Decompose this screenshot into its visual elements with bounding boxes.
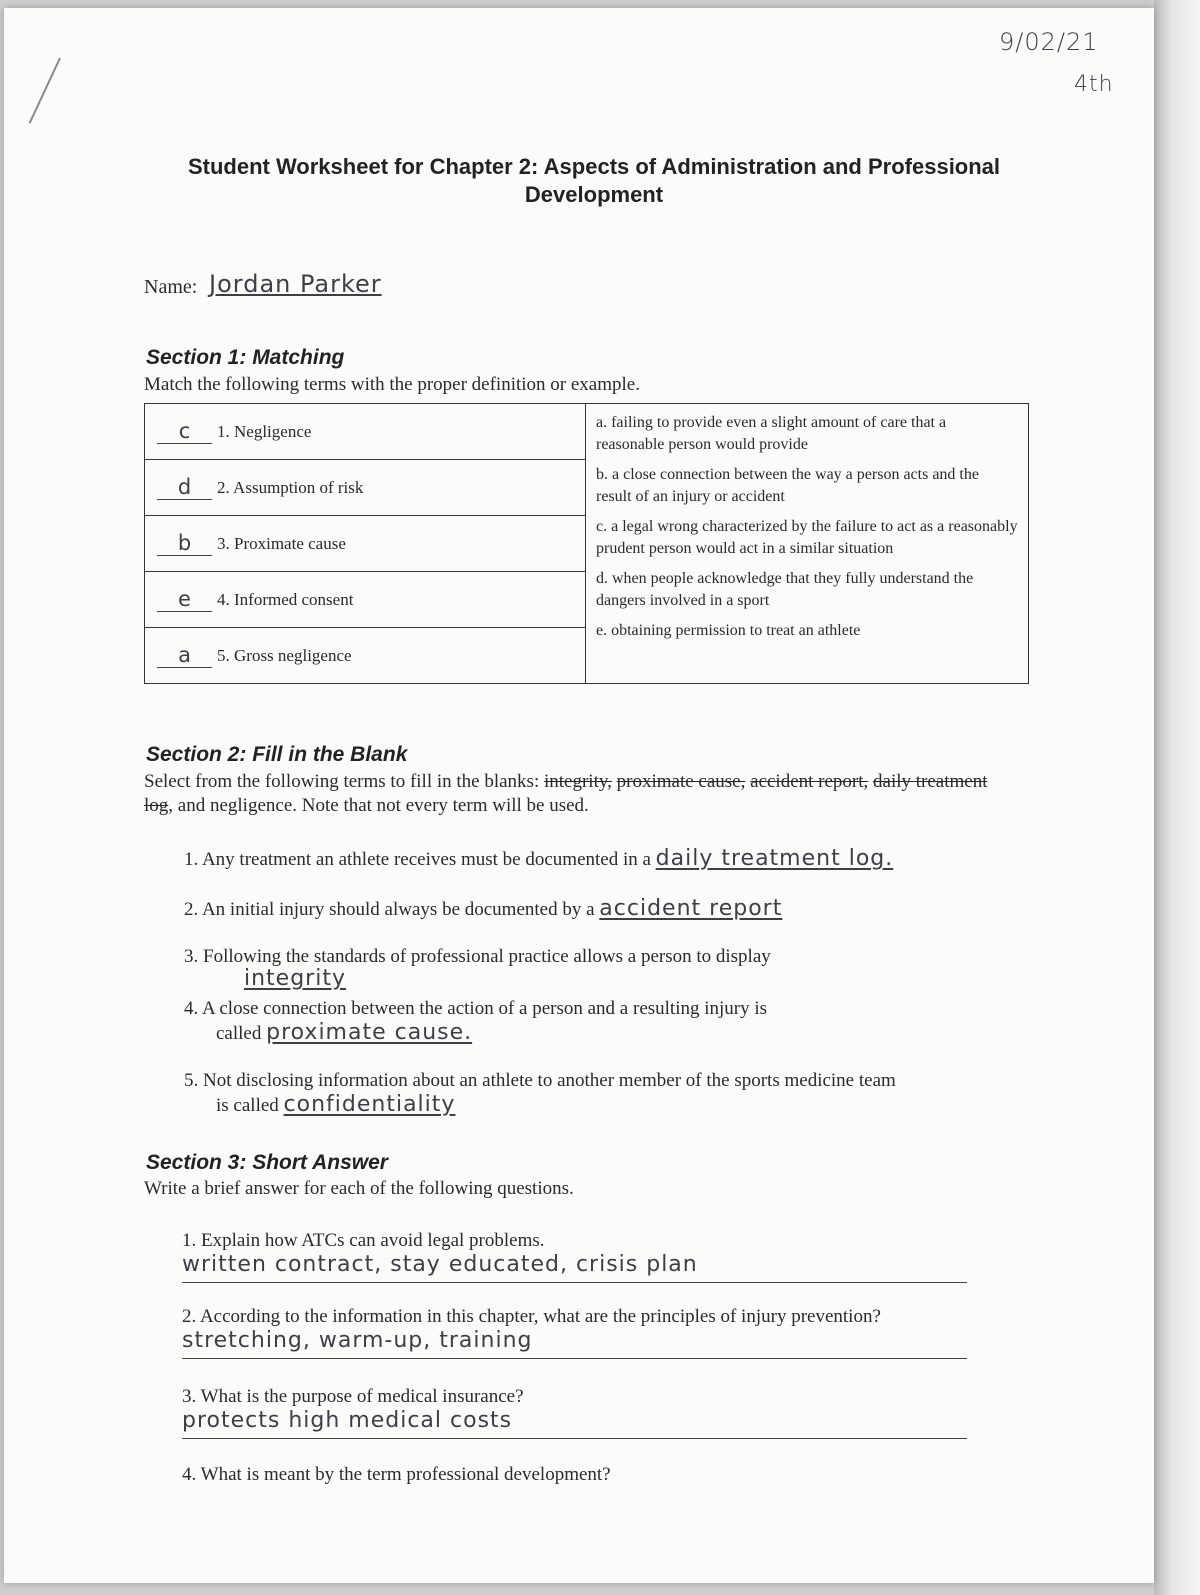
section3-instructions: Write a brief answer for each of the following questions.	[144, 1178, 574, 1199]
terms-column	[145, 404, 586, 684]
title-line-2: Development	[524, 182, 664, 207]
section3-heading: Section 3: Short Answer	[146, 1151, 388, 1174]
answer-blank[interactable]: b	[157, 531, 212, 556]
short-answer-1	[182, 1230, 967, 1283]
binder-edge	[1154, 0, 1200, 1595]
instr-post: , and negligence. Note that not every term will be used.	[168, 795, 589, 816]
short-answer-question: 4. What is meant by the term professional development?	[182, 1464, 611, 1485]
fill-question-suffix: is called	[216, 1095, 279, 1116]
worksheet-page	[4, 8, 1154, 1583]
term-integrity: integrity,	[543, 771, 612, 792]
fill-question-cont	[216, 1020, 767, 1045]
definition-c: c. a legal wrong characterized by the failure to act as a reasonably prudent person would act in a similar situation	[596, 518, 1018, 557]
answer-blank[interactable]: c	[157, 419, 212, 444]
term-label: 5. Gross negligence	[217, 645, 352, 665]
term-label: 3. Proximate cause	[217, 533, 346, 553]
section2-instructions	[144, 770, 994, 818]
term-label: 4. Informed consent	[217, 589, 354, 609]
handwritten-date: 9/02/21	[999, 28, 1099, 56]
match-term-row	[145, 628, 585, 683]
fill-item-1	[184, 846, 893, 871]
fill-question-cont	[216, 1092, 896, 1117]
name-value[interactable]: Jordan Parker	[209, 270, 382, 298]
fill-question: 2. An initial injury should always be documented by a	[184, 899, 595, 920]
fill-item-3	[184, 946, 771, 990]
match-term-row	[145, 572, 585, 628]
fill-item-4	[184, 998, 767, 1045]
section2-heading: Section 2: Fill in the Blank	[146, 743, 408, 766]
term-label: 1. Negligence	[217, 421, 312, 441]
short-answer-question: 1. Explain how ATCs can avoid legal problems.	[182, 1230, 545, 1251]
match-term-row	[145, 516, 585, 572]
short-answer-4	[182, 1464, 611, 1486]
answer-blank[interactable]: a	[157, 643, 212, 668]
section1-heading: Section 1: Matching	[146, 346, 345, 369]
fill-answer[interactable]: proximate cause.	[266, 1020, 473, 1045]
definition-d: d. when people acknowledge that they fully understand the dangers involved in a sport	[596, 570, 974, 609]
answer-blank[interactable]: e	[157, 587, 212, 612]
pen-mark	[29, 58, 61, 124]
short-answer-2	[182, 1306, 967, 1359]
fill-item-2	[184, 896, 782, 921]
section1-instructions: Match the following terms with the proper definition or example.	[144, 374, 640, 395]
definition-e: e. obtaining permission to treat an athlete	[596, 622, 861, 639]
definitions-column	[586, 404, 1029, 684]
term-daily-treatment-log: daily treatment log	[144, 771, 988, 816]
short-answer-3	[182, 1386, 967, 1439]
fill-answer[interactable]: confidentiality	[283, 1092, 456, 1117]
short-answer-response[interactable]: stretching, warm-up, training	[182, 1328, 967, 1359]
fill-answer[interactable]: integrity	[244, 966, 346, 991]
short-answer-question: 3. What is the purpose of medical insurance?	[182, 1386, 524, 1407]
fill-question-suffix: called	[216, 1023, 262, 1044]
fill-question: 5. Not disclosing information about an athlete to another member of the sports medicine team	[184, 1070, 896, 1091]
name-label: Name:	[144, 276, 198, 298]
short-answer-question: 2. According to the information in this chapter, what are the principles of injury prevention?	[182, 1306, 881, 1327]
answer-blank[interactable]: d	[157, 475, 212, 500]
fill-question: 3. Following the standards of professional practice allows a person to display	[184, 946, 771, 967]
match-term-row	[145, 404, 585, 460]
fill-item-5	[184, 1070, 896, 1117]
title-line-1: Student Worksheet for Chapter 2: Aspects of Administration and Professional	[187, 154, 1001, 179]
instr-pre: Select from the following terms to fill in the blanks:	[144, 771, 544, 792]
definition-b: b. a close connection between the way a person acts and the result of an injury or accident	[596, 466, 979, 505]
term-label: 2. Assumption of risk	[217, 477, 364, 497]
fill-question: 4. A close connection between the action of a person and a resulting injury is	[184, 998, 768, 1019]
worksheet-title	[154, 153, 1034, 209]
term-proximate-cause: proximate cause,	[616, 771, 746, 792]
short-answer-response[interactable]: written contract, stay educated, crisis plan	[182, 1252, 967, 1283]
short-answer-response[interactable]: protects high medical costs	[182, 1408, 967, 1439]
match-term-row	[145, 460, 585, 516]
matching-table	[144, 403, 1029, 684]
fill-answer[interactable]: daily treatment log.	[655, 846, 894, 871]
fill-question: 1. Any treatment an athlete receives must be documented in a	[184, 849, 651, 870]
term-accident-report: accident report,	[750, 771, 869, 792]
handwritten-period: 4th	[1074, 72, 1114, 97]
definition-a: a. failing to provide even a slight amount of care that a reasonable person would provide	[596, 414, 947, 453]
fill-answer[interactable]: accident report	[599, 896, 783, 921]
